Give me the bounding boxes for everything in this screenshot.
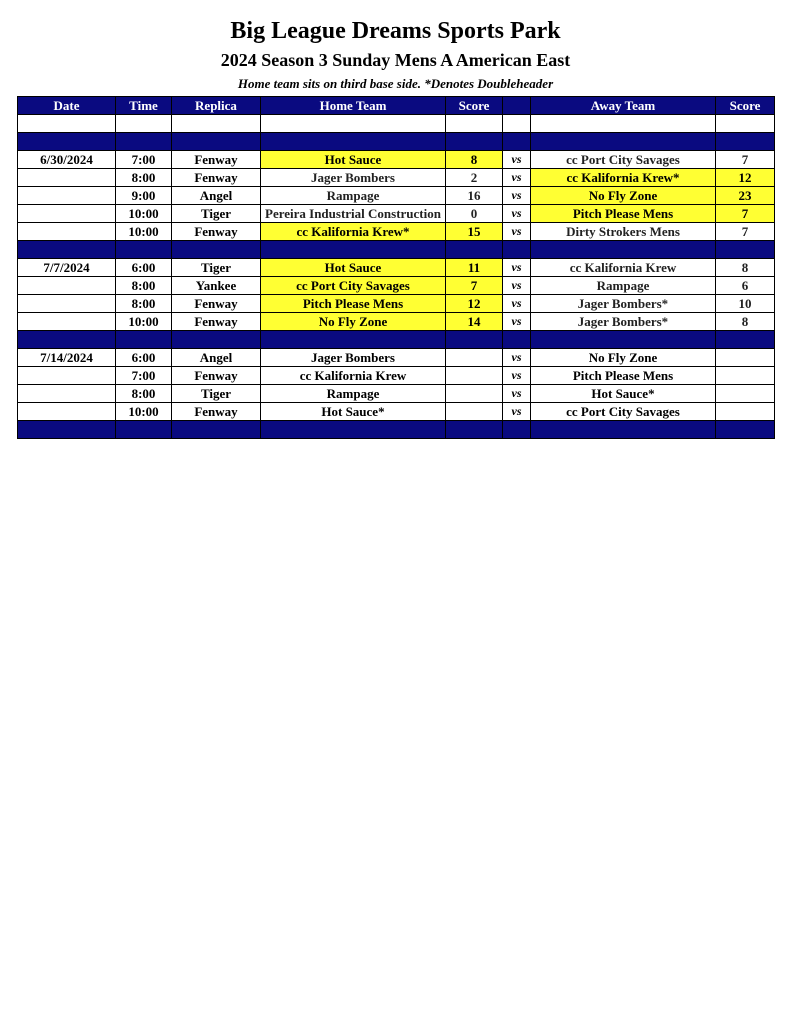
date-cell (18, 277, 116, 295)
band-cell (261, 241, 446, 259)
home-team-cell: cc Kalifornia Krew* (261, 223, 446, 241)
home-team-cell: Pereira Industrial Construction (261, 205, 446, 223)
game-row (18, 295, 775, 313)
vs-cell: vs (503, 205, 531, 223)
separator-band (18, 241, 775, 259)
game-row (18, 313, 775, 331)
band-cell (716, 421, 775, 439)
date-cell (18, 187, 116, 205)
column-header-away-score: Score (716, 97, 775, 115)
band-cell (446, 421, 503, 439)
away-team-cell: No Fly Zone (531, 187, 716, 205)
time-cell: 10:00 (116, 313, 172, 331)
band-cell (503, 241, 531, 259)
column-header-away-team: Away Team (531, 97, 716, 115)
game-row (18, 187, 775, 205)
home-team-cell: cc Port City Savages (261, 277, 446, 295)
home-team-cell: Hot Sauce (261, 151, 446, 169)
vs-cell: vs (503, 313, 531, 331)
date-cell: 6/30/2024 (18, 151, 116, 169)
away-score-cell: 7 (716, 151, 775, 169)
time-cell: 8:00 (116, 169, 172, 187)
away-team-cell: cc Port City Savages (531, 151, 716, 169)
date-cell (18, 367, 116, 385)
away-score-cell: 8 (716, 259, 775, 277)
home-team-cell: Jager Bombers (261, 349, 446, 367)
empty-row (18, 115, 775, 133)
game-row (18, 349, 775, 367)
home-team-cell: Rampage (261, 187, 446, 205)
band-cell (503, 133, 531, 151)
home-team-cell: Rampage (261, 385, 446, 403)
game-row (18, 367, 775, 385)
time-cell: 8:00 (116, 295, 172, 313)
away-team-cell: Hot Sauce* (531, 385, 716, 403)
band-cell (18, 331, 116, 349)
away-team-cell: Dirty Strokers Mens (531, 223, 716, 241)
away-team-cell: cc Kalifornia Krew* (531, 169, 716, 187)
replica-cell: Fenway (172, 169, 261, 187)
time-cell: 10:00 (116, 403, 172, 421)
replica-cell: Tiger (172, 205, 261, 223)
band-cell (116, 133, 172, 151)
header-row (18, 97, 775, 115)
time-cell: 7:00 (116, 367, 172, 385)
game-row (18, 205, 775, 223)
band-cell (116, 331, 172, 349)
vs-cell: vs (503, 169, 531, 187)
away-score-cell: 12 (716, 169, 775, 187)
time-cell: 10:00 (116, 223, 172, 241)
away-score-cell (716, 349, 775, 367)
band-cell (446, 331, 503, 349)
away-team-cell: Rampage (531, 277, 716, 295)
replica-cell: Fenway (172, 223, 261, 241)
column-header-home-score: Score (446, 97, 503, 115)
empty-cell (503, 115, 531, 133)
column-header-date: Date (18, 97, 116, 115)
time-cell: 6:00 (116, 259, 172, 277)
away-team-cell: Jager Bombers* (531, 313, 716, 331)
away-team-cell: Pitch Please Mens (531, 367, 716, 385)
band-cell (503, 421, 531, 439)
band-cell (18, 133, 116, 151)
game-row (18, 169, 775, 187)
separator-band (18, 331, 775, 349)
replica-cell: Fenway (172, 151, 261, 169)
replica-cell: Fenway (172, 367, 261, 385)
band-cell (531, 133, 716, 151)
away-team-cell: Jager Bombers* (531, 295, 716, 313)
date-cell (18, 205, 116, 223)
band-cell (716, 241, 775, 259)
home-score-cell (446, 403, 503, 421)
page-title: Big League Dreams Sports Park (230, 18, 561, 44)
band-cell (261, 421, 446, 439)
replica-cell: Fenway (172, 295, 261, 313)
away-score-cell: 10 (716, 295, 775, 313)
band-cell (172, 133, 261, 151)
band-cell (172, 241, 261, 259)
away-team-cell: cc Kalifornia Krew (531, 259, 716, 277)
date-cell (18, 313, 116, 331)
band-cell (446, 241, 503, 259)
replica-cell: Angel (172, 349, 261, 367)
away-score-cell: 6 (716, 277, 775, 295)
home-score-cell (446, 385, 503, 403)
home-team-cell: cc Kalifornia Krew (261, 367, 446, 385)
away-team-cell: cc Port City Savages (531, 403, 716, 421)
band-cell (116, 241, 172, 259)
band-cell (446, 133, 503, 151)
home-score-cell: 14 (446, 313, 503, 331)
home-score-cell (446, 367, 503, 385)
date-cell (18, 169, 116, 187)
home-team-cell: No Fly Zone (261, 313, 446, 331)
band-cell (503, 331, 531, 349)
home-team-cell: Jager Bombers (261, 169, 446, 187)
replica-cell: Angel (172, 187, 261, 205)
time-cell: 8:00 (116, 277, 172, 295)
date-cell (18, 295, 116, 313)
replica-cell: Yankee (172, 277, 261, 295)
band-cell (531, 241, 716, 259)
date-cell: 7/7/2024 (18, 259, 116, 277)
band-cell (18, 421, 116, 439)
home-score-cell (446, 349, 503, 367)
schedule-table (17, 96, 775, 439)
band-cell (116, 421, 172, 439)
replica-cell: Fenway (172, 403, 261, 421)
replica-cell: Tiger (172, 259, 261, 277)
empty-cell (261, 115, 446, 133)
time-cell: 6:00 (116, 349, 172, 367)
vs-cell: vs (503, 259, 531, 277)
game-row (18, 259, 775, 277)
away-team-cell: No Fly Zone (531, 349, 716, 367)
page-note: Home team sits on third base side. *Denotes Doubleheader (237, 76, 554, 91)
away-score-cell: 8 (716, 313, 775, 331)
vs-cell: vs (503, 151, 531, 169)
away-team-cell: Pitch Please Mens (531, 205, 716, 223)
away-score-cell: 7 (716, 223, 775, 241)
home-score-cell: 8 (446, 151, 503, 169)
separator-band (18, 421, 775, 439)
band-cell (261, 331, 446, 349)
band-cell (531, 421, 716, 439)
home-score-cell: 2 (446, 169, 503, 187)
home-score-cell: 16 (446, 187, 503, 205)
band-cell (18, 241, 116, 259)
band-cell (716, 133, 775, 151)
away-score-cell (716, 403, 775, 421)
date-cell: 7/14/2024 (18, 349, 116, 367)
schedule-body (18, 115, 775, 439)
page-subtitle: 2024 Season 3 Sunday Mens A American East (220, 50, 571, 70)
game-row (18, 151, 775, 169)
column-header-vs (503, 97, 531, 115)
replica-cell: Fenway (172, 313, 261, 331)
band-cell (172, 331, 261, 349)
game-row (18, 385, 775, 403)
vs-cell: vs (503, 385, 531, 403)
time-cell: 7:00 (116, 151, 172, 169)
time-cell: 10:00 (116, 205, 172, 223)
band-cell (531, 331, 716, 349)
empty-cell (172, 115, 261, 133)
empty-cell (531, 115, 716, 133)
game-row (18, 277, 775, 295)
away-score-cell (716, 367, 775, 385)
home-score-cell: 7 (446, 277, 503, 295)
vs-cell: vs (503, 295, 531, 313)
band-cell (172, 421, 261, 439)
vs-cell: vs (503, 187, 531, 205)
column-header-time: Time (116, 97, 172, 115)
home-score-cell: 12 (446, 295, 503, 313)
column-header-replica: Replica (172, 97, 261, 115)
time-cell: 8:00 (116, 385, 172, 403)
vs-cell: vs (503, 349, 531, 367)
home-team-cell: Hot Sauce (261, 259, 446, 277)
home-team-cell: Hot Sauce* (261, 403, 446, 421)
empty-cell (716, 115, 775, 133)
home-team-cell: Pitch Please Mens (261, 295, 446, 313)
column-header-home-team: Home Team (261, 97, 446, 115)
vs-cell: vs (503, 367, 531, 385)
game-row (18, 403, 775, 421)
vs-cell: vs (503, 223, 531, 241)
date-cell (18, 403, 116, 421)
date-cell (18, 385, 116, 403)
vs-cell: vs (503, 277, 531, 295)
home-score-cell: 0 (446, 205, 503, 223)
away-score-cell (716, 385, 775, 403)
away-score-cell: 23 (716, 187, 775, 205)
away-score-cell: 7 (716, 205, 775, 223)
band-cell (716, 331, 775, 349)
home-score-cell: 15 (446, 223, 503, 241)
game-row (18, 223, 775, 241)
replica-cell: Tiger (172, 385, 261, 403)
date-cell (18, 223, 116, 241)
band-cell (261, 133, 446, 151)
empty-cell (446, 115, 503, 133)
home-score-cell: 11 (446, 259, 503, 277)
empty-cell (116, 115, 172, 133)
separator-band (18, 133, 775, 151)
vs-cell: vs (503, 403, 531, 421)
empty-cell (18, 115, 116, 133)
time-cell: 9:00 (116, 187, 172, 205)
